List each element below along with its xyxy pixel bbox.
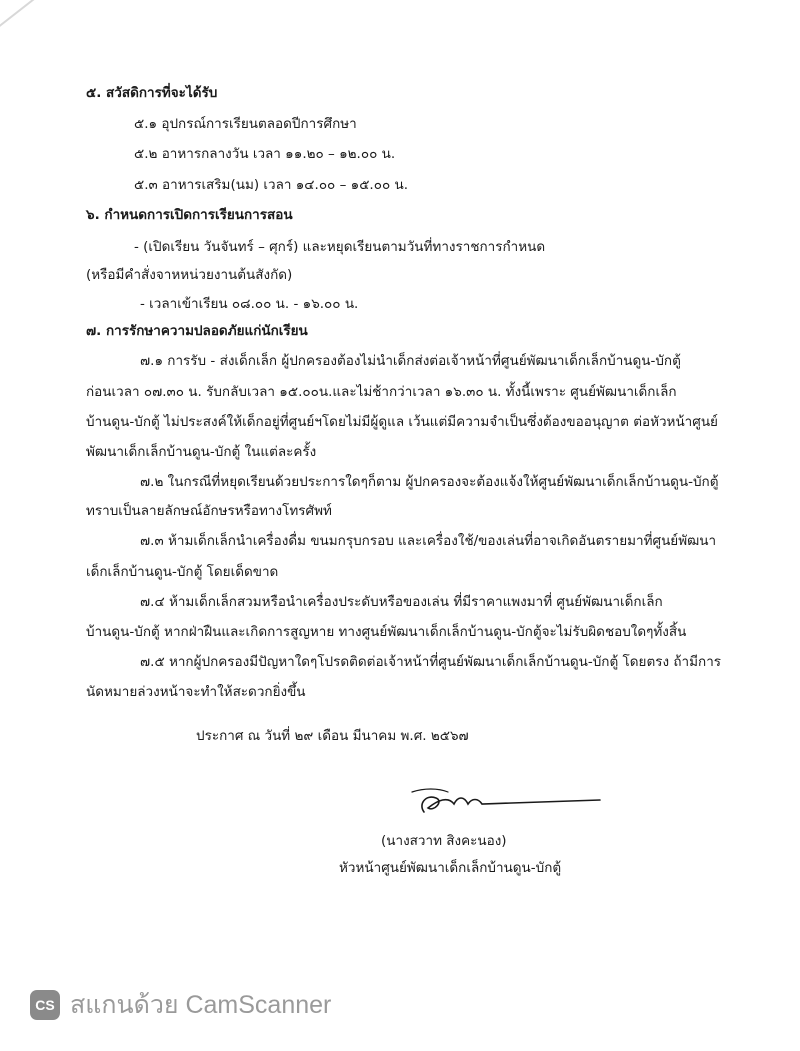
section-7-1-line-2: ก่อนเวลา ๐๗.๓๐ น. รับกลับเวลา ๑๕.๐๐น.และไม่ช้ากว่าเวลา ๑๖.๓๐ น. ทั้งนี้เพราะ ศูนย์พัฒนาเด็กเล็ก <box>86 384 677 400</box>
section-7-4-line-2: บ้านดูน-บักตู้ หากฝ่าฝืนและเกิดการสูญหาย ทางศูนย์พัฒนาเด็กเล็กบ้านดูน-บักตู้จะไม่รับผิดชอบใดๆทั้งสิ้น <box>86 624 687 640</box>
section-5-1: ๕.๑ อุปกรณ์การเรียนตลอดปีการศึกษา <box>134 116 357 132</box>
section-6-line-3: - เวลาเข้าเรียน ๐๘.๐๐ น. - ๑๖.๐๐ น. <box>140 296 359 312</box>
section-7-1-line-1: ๗.๑ การรับ - ส่งเด็กเล็ก ผู้ปกครองต้องไม่นำเด็กส่งต่อเจ้าหน้าที่ศูนย์พัฒนาเด็กเล็กบ้านดูน-บักตู้ <box>140 353 681 369</box>
section-7-heading: ๗. การรักษาความปลอดภัยแก่นักเรียน <box>86 323 308 339</box>
section-7-2-line-1: ๗.๒ ในกรณีที่หยุดเรียนด้วยประการใดๆก็ตาม ผู้ปกครองจะต้องแจ้งให้ศูนย์พัฒนาเด็กเล็กบ้านดูน-บักตู้ <box>140 474 719 490</box>
handwritten-signature <box>404 786 604 820</box>
section-7-5-line-1: ๗.๕ หากผู้ปกครองมีปัญหาใดๆโปรดติดต่อเจ้าหน้าที่ศูนย์พัฒนาเด็กเล็กบ้านดูน-บักตู้ โดยตรง ถ้ามีการ <box>140 654 722 670</box>
camscanner-logo-icon: CS <box>30 990 60 1020</box>
section-7-2-line-2: ทราบเป็นลายลักษณ์อักษรหรือทางโทรศัพท์ <box>86 503 332 519</box>
announcement-date: ประกาศ ณ วันที่ ๒๙ เดือน มีนาคม พ.ศ. ๒๕๖๗ <box>196 728 469 744</box>
camscanner-watermark <box>30 988 331 1022</box>
section-6-line-2: (หรือมีคำสั่งจาหหน่วยงานต้นสังกัด) <box>86 267 293 283</box>
section-7-1-line-3: บ้านดูน-บักตู้ ไม่ประสงค์ให้เด็กอยู่ที่ศูนย์ฯโดยไม่มีผู้ดูแล เว้นแต่มีความจำเป็นซึ่งต้องขออนุญาต ต่อหัวหน้าศูนย์ <box>86 414 718 430</box>
section-6-heading: ๖. กำหนดการเปิดการเรียนการสอน <box>86 207 293 223</box>
section-6-line-1: - (เปิดเรียน วันจันทร์ – ศุกร์) และหยุดเรียนตามวันที่ทางราชการกำหนด <box>134 239 546 255</box>
section-7-3-line-2: เด็กเล็กบ้านดูน-บักตู้ โดยเด็ดขาด <box>86 564 279 580</box>
camscanner-text: สแกนด้วย CamScanner <box>70 991 332 1019</box>
paper-fold-mark <box>0 0 68 42</box>
section-7-3-line-1: ๗.๓ ห้ามเด็กเล็กนำเครื่องดื่ม ขนมกรุบกรอบ และเครื่องใช้/ของเล่นที่อาจเกิดอันตรายมาที่ศูนย์พัฒนา <box>140 533 717 549</box>
section-5-heading: ๕. สวัสดิการที่จะได้รับ <box>86 85 218 101</box>
section-5-3: ๕.๓ อาหารเสริม(นม) เวลา ๑๔.๐๐ – ๑๕.๐๐ น. <box>134 177 409 193</box>
signer-title: หัวหน้าศูนย์พัฒนาเด็กเล็กบ้านดูน-บักตู้ <box>339 860 562 876</box>
section-7-4-line-1: ๗.๔ ห้ามเด็กเล็กสวมหรือนำเครื่องประดับหรือของเล่น ที่มีราคาแพงมาที่ ศูนย์พัฒนาเด็กเล็ก <box>140 594 663 610</box>
section-7-1-line-4: พัฒนาเด็กเล็กบ้านดูน-บักตู้ ในแต่ละครั้ง <box>86 444 317 460</box>
signer-name: (นางสวาท สิงคะนอง) <box>381 833 507 849</box>
section-7-5-line-2: นัดหมายล่วงหน้าจะทำให้สะดวกยิ่งขึ้น <box>86 684 306 700</box>
section-5-2: ๕.๒ อาหารกลางวัน เวลา ๑๑.๒๐ – ๑๒.๐๐ น. <box>134 146 396 162</box>
